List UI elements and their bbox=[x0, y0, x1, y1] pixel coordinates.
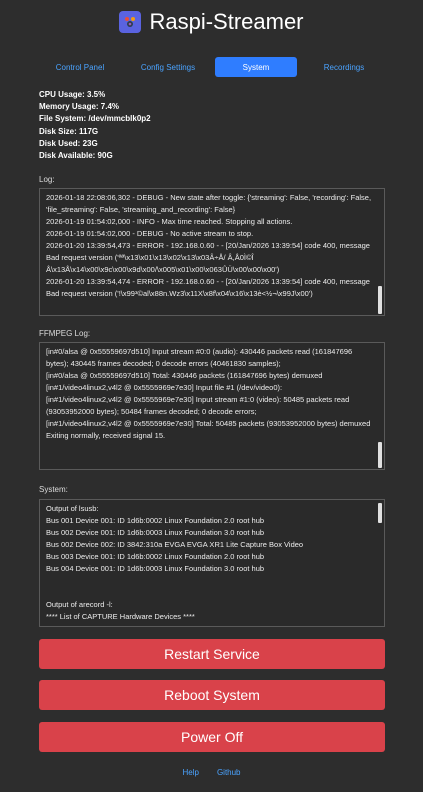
ffmpeg-log-line: [in#1/video4linux2,v4l2 @ 0x5555969e7e30] Input stream #1:0 (video): 50485 packets read (93053952000 bytes); 50484 frames decoded; 0 decode errors; bbox=[46, 395, 350, 416]
system-line: Bus 004 Device 001: ID 1d6b:0003 Linux Foundation 3.0 root hub bbox=[46, 564, 265, 573]
nav-tabs bbox=[39, 57, 385, 77]
log-line: 2026-01-19 01:54:02,000 - DEBUG - No active stream to stop. bbox=[46, 229, 254, 238]
tab-config-settings[interactable]: Config Settings bbox=[140, 62, 196, 72]
system-textarea[interactable] bbox=[39, 499, 385, 627]
ffmpeg-log-label: FFMPEG Log: bbox=[39, 329, 91, 338]
reboot-system-button[interactable]: Reboot System bbox=[39, 680, 385, 710]
ffmpeg-log-scrollbar[interactable] bbox=[377, 344, 383, 468]
system-line bbox=[46, 575, 372, 587]
memory-usage: Memory Usage: 7.4% bbox=[39, 102, 120, 112]
ffmpeg-log-line: [in#1/video4linux2,v4l2 @ 0x5555969e7e30] Total: 50485 packets (93053952000 bytes) demuxed bbox=[46, 419, 371, 428]
disk-size: Disk Size: 117G bbox=[39, 126, 99, 136]
app-title: Raspi-Streamer bbox=[149, 9, 304, 34]
file-system: File System: /dev/mmcblk0p2 bbox=[39, 114, 151, 124]
github-link[interactable]: Github bbox=[216, 768, 241, 777]
system-scroll-thumb[interactable] bbox=[378, 503, 382, 523]
system-line: Output of arecord -l: bbox=[46, 600, 113, 609]
log-line: 2026-01-19 01:54:02,000 - INFO - Max time reached. Stopping all actions. bbox=[46, 217, 293, 226]
log-content bbox=[46, 192, 372, 300]
system-label: System: bbox=[39, 485, 68, 494]
app-logo-icon bbox=[119, 11, 141, 33]
tab-control-panel[interactable]: Control Panel bbox=[55, 62, 105, 72]
system-scrollbar[interactable] bbox=[377, 501, 383, 625]
ffmpeg-log-line: Exiting normally, received signal 15. bbox=[46, 431, 166, 440]
ffmpeg-log-scroll-thumb[interactable] bbox=[378, 442, 382, 468]
help-link[interactable]: Help bbox=[182, 768, 199, 777]
system-line: Bus 002 Device 002: ID 3842:310a EVGA EVGA XR1 Lite Capture Box Video bbox=[46, 540, 304, 549]
tab-system[interactable]: System bbox=[215, 57, 297, 77]
disk-used: Disk Used: 23G bbox=[39, 138, 98, 148]
log-scrollbar[interactable] bbox=[377, 190, 383, 314]
system-line: Bus 002 Device 001: ID 1d6b:0003 Linux Foundation 3.0 root hub bbox=[46, 528, 265, 537]
system-line: Bus 003 Device 001: ID 1d6b:0002 Linux Foundation 2.0 root hub bbox=[46, 552, 265, 561]
log-scroll-thumb[interactable] bbox=[378, 286, 382, 314]
log-line: 2026-01-20 13:39:54,473 - ERROR - 192.168.0.60 - - [20/Jan/2026 13:39:54] code 400, message Bad request version ('ªª\x13\x01\x13\x02\x13\x03Â÷Å/ Â,Å0Ì©Î Å\x13Å\x14\x00\x9c\x00\x9d\x00/\x005\x01\x00\x063ÛÜ\x00\x00\x00') bbox=[46, 241, 370, 274]
system-line: **** List of CAPTURE Hardware Devices **** bbox=[46, 612, 195, 621]
log-label: Log: bbox=[39, 175, 55, 184]
footer bbox=[0, 768, 423, 777]
ffmpeg-log-line: [in#0/alsa @ 0x55559697d510] Input stream #0:0 (audio): 430446 packets read (161847696 bytes); 430445 frames decoded; 0 decode errors (40461830 samples); bbox=[46, 347, 353, 368]
system-line: Output of lsusb: bbox=[46, 504, 99, 513]
ffmpeg-log-content bbox=[46, 346, 372, 442]
ffmpeg-log-line: [in#1/video4linux2,v4l2 @ 0x5555969e7e30] Input file #1 (/dev/video0): bbox=[46, 383, 283, 392]
power-off-button[interactable]: Power Off bbox=[39, 722, 385, 752]
cpu-usage: CPU Usage: 3.5% bbox=[39, 90, 106, 99]
log-line: 2026-01-20 13:39:54,474 - ERROR - 192.168.0.60 - - [20/Jan/2026 13:39:54] code 400, message Bad request version ('!\x99³©al\x88n.Wz3\x11X\x8f\x04\x16\x13è<½¬\x99J\x00') bbox=[46, 277, 370, 298]
ffmpeg-log-line: [in#0/alsa @ 0x55559697d510] Total: 430446 packets (161847696 bytes) demuxed bbox=[46, 371, 323, 380]
ffmpeg-log-textarea[interactable] bbox=[39, 342, 385, 470]
disk-available: Disk Available: 90G bbox=[39, 151, 113, 161]
log-line: 2026-01-18 22:08:06,302 - DEBUG - New state after toggle: {'streaming': False, 'recording': False, 'file_streaming': False, 'streaming_and_recording': False} bbox=[46, 193, 372, 214]
system-stats bbox=[39, 89, 151, 162]
log-textarea[interactable] bbox=[39, 188, 385, 316]
header bbox=[0, 8, 423, 36]
system-line bbox=[46, 587, 372, 599]
system-line: Bus 001 Device 001: ID 1d6b:0002 Linux Foundation 2.0 root hub bbox=[46, 516, 265, 525]
tab-recordings[interactable]: Recordings bbox=[323, 62, 365, 72]
restart-service-button[interactable]: Restart Service bbox=[39, 639, 385, 669]
system-content bbox=[46, 503, 372, 623]
